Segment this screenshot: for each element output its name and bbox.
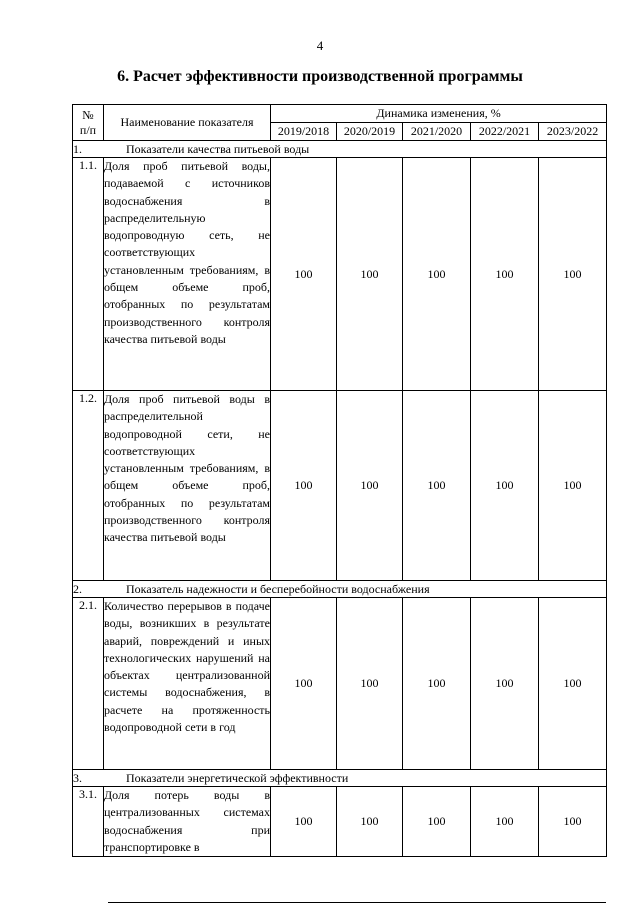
section-number: 3.: [73, 770, 82, 785]
header-year: 2020/2019: [337, 123, 403, 141]
section-header: [73, 141, 607, 158]
row-name: Доля потерь воды в централизованных системах водоснабжения при транспортировке в: [104, 787, 271, 857]
page-number: 4: [316, 38, 324, 53]
row-name: Количество перерывов в подаче воды, возникших в результате аварий, повреждений и иных технологических нарушений на объектах централизованной системы водоснабжения, в расчете на протяженность водопроводной сети в год: [104, 598, 271, 770]
header-year: 2022/2021: [471, 123, 539, 141]
table-row: [73, 158, 607, 391]
page-title: 6. Расчет эффективности производственной программы: [117, 68, 523, 85]
section-cell: [73, 581, 607, 598]
header-num-label: № п/п: [79, 107, 97, 137]
row-value: 100: [471, 158, 539, 391]
section-cell: [73, 770, 607, 787]
header-year: 2019/2018: [271, 123, 337, 141]
row-value: 100: [403, 787, 471, 857]
row-value: 100: [337, 158, 403, 391]
row-value: 100: [539, 787, 607, 857]
row-value: 100: [471, 598, 539, 770]
row-value: 100: [271, 158, 337, 391]
section-number: 2.: [73, 581, 82, 596]
row-number: 2.1.: [73, 598, 104, 770]
row-number: 1.2.: [73, 391, 104, 581]
row-value: 100: [539, 391, 607, 581]
row-value: 100: [403, 598, 471, 770]
header-num: [73, 105, 104, 141]
row-value: 100: [403, 158, 471, 391]
header-name-label: Наименование показателя: [120, 115, 254, 129]
row-value: 100: [471, 391, 539, 581]
bottom-rule: [108, 902, 606, 903]
header-year: 2021/2020: [403, 123, 471, 141]
row-value: 100: [337, 391, 403, 581]
row-value: 100: [539, 598, 607, 770]
header-name: [104, 105, 271, 141]
row-number: 3.1.: [73, 787, 104, 857]
row-name: Доля проб питьевой воды в распределительной водопроводной сети, не соответствующих установленным требованиям, в общем объеме проб, отобранных по результатам производственного контроля качества питьевой воды: [104, 391, 271, 581]
table-row: [73, 787, 607, 857]
header-dynamics-label: Динамика изменения, %: [376, 106, 501, 120]
row-value: 100: [539, 158, 607, 391]
section-number: 1.: [73, 141, 82, 156]
row-value: 100: [337, 787, 403, 857]
section-title: Показатели качества питьевой воды: [126, 141, 310, 156]
section-cell: [73, 141, 607, 158]
table-row: [73, 391, 607, 581]
row-value: 100: [271, 598, 337, 770]
row-value: 100: [471, 787, 539, 857]
efficiency-table: [72, 104, 607, 857]
section-title: Показатель надежности и бесперебойности водоснабжения: [126, 581, 430, 596]
row-value: 100: [403, 391, 471, 581]
row-value: 100: [271, 787, 337, 857]
row-number: 1.1.: [73, 158, 104, 391]
header-year: 2023/2022: [539, 123, 607, 141]
row-value: 100: [337, 598, 403, 770]
section-header: [73, 581, 607, 598]
section-title: Показатели энергетической эффективности: [126, 770, 349, 785]
table-row: [73, 598, 607, 770]
row-value: 100: [271, 391, 337, 581]
section-header: [73, 770, 607, 787]
header-dynamics: [271, 105, 607, 123]
row-name: Доля проб питьевой воды, подаваемой с источников водоснабжения в распределительную водопроводную сеть, не соответствующих установленным требованиям, в общем объеме проб, отобранных по результатам производственного контроля качества питьевой воды: [104, 158, 271, 391]
